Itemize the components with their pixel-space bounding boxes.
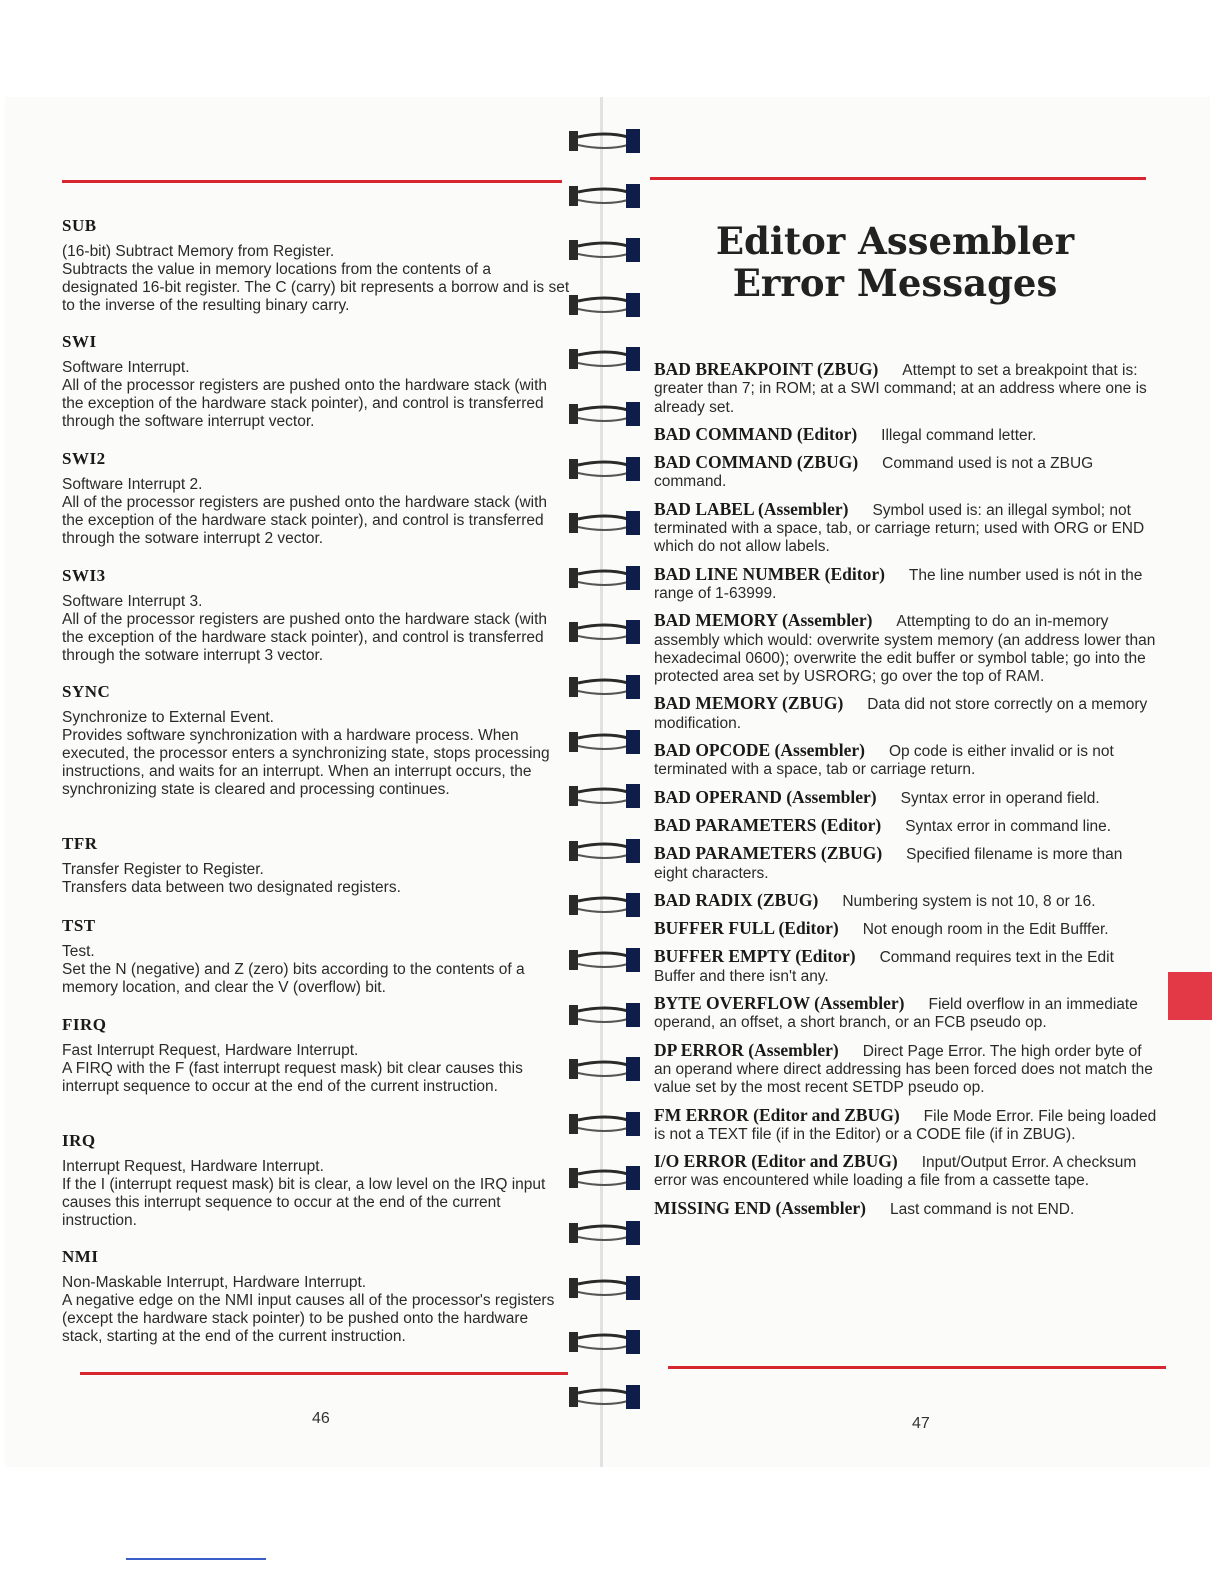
entry-subtitle: Synchronize to External Event. — [62, 709, 274, 726]
spiral-ring — [568, 507, 646, 537]
error-text: Command used is not a ZBUG command. — [654, 455, 1094, 491]
spiral-ring — [568, 889, 646, 919]
right-bottom-rule — [668, 1366, 1166, 1369]
entry-description: A negative edge on the NMI input causes all of the processor's registers (except the hardware stack pointer) to be pushed onto the hardware stack, starting at the end of the current instruction. — [62, 1292, 555, 1345]
spiral-binding — [560, 97, 660, 1467]
error-text: Numbering system is not 10, 8 or 16. — [842, 892, 1096, 910]
error-entry — [654, 891, 1159, 911]
title-line-2: Error Messages — [732, 261, 1058, 305]
spiral-ring — [568, 289, 646, 319]
error-name: BAD RADIX (ZBUG) — [654, 889, 819, 910]
entry-subtitle: Interrupt Request, Hardware Interrupt. — [62, 1158, 324, 1175]
error-name: BAD OPCODE (Assembler) — [654, 740, 865, 761]
error-name: BAD PARAMETERS (ZBUG) — [654, 843, 883, 864]
error-entry — [654, 1041, 1159, 1098]
mnemonic: SWI — [62, 332, 97, 351]
spiral-ring — [568, 1272, 646, 1302]
entry-firq — [62, 1014, 570, 1096]
error-name: BAD COMMAND (ZBUG) — [654, 452, 859, 473]
error-entry — [654, 741, 1159, 780]
spiral-ring — [568, 234, 646, 264]
error-text: Syntax error in operand field. — [900, 789, 1100, 807]
title-line-1: Editor Assembler — [715, 219, 1075, 263]
spiral-ring — [568, 562, 646, 592]
mnemonic: NMI — [62, 1247, 99, 1266]
error-name: BAD PARAMETERS (Editor) — [654, 814, 882, 835]
error-entry — [654, 844, 1159, 883]
error-name: DP ERROR (Assembler) — [654, 1039, 839, 1060]
entry-swi — [62, 331, 570, 431]
mnemonic: TST — [62, 916, 96, 935]
error-text: Syntax error in command line. — [905, 817, 1112, 835]
mnemonic: TFR — [62, 834, 98, 853]
page-title — [650, 220, 1140, 304]
entry-subtitle: Transfer Register to Register. — [62, 861, 264, 878]
spiral-ring — [568, 616, 646, 646]
entry-subtitle: Software Interrupt. — [62, 359, 190, 376]
entry-description: If the I (interrupt request mask) bit is clear, a low level on the IRQ input causes this interrupt sequence to occur at the end of the current instruction. — [62, 1176, 546, 1229]
error-name: BAD BREAKPOINT (ZBUG) — [654, 359, 879, 379]
spiral-ring — [568, 944, 646, 974]
entry-sub — [62, 215, 570, 315]
error-message-list — [654, 360, 1159, 1227]
error-entry — [654, 611, 1159, 686]
error-name: BAD LINE NUMBER (Editor) — [654, 563, 885, 584]
error-entry — [654, 425, 1159, 445]
spiral-ring — [568, 835, 646, 865]
error-text: Command requires text in the Edit Buffer and there isn't any. — [654, 949, 1114, 985]
error-name: FM ERROR (Editor and ZBUG) — [654, 1104, 900, 1125]
error-text: Symbol used is: an illegal symbol; not terminated with a space, tab, or carriage return; used with ORG or END which do not allow labels. — [654, 501, 1145, 556]
error-name: BUFFER EMPTY (Editor) — [654, 946, 856, 967]
error-text: Data did not store correctly on a memory modification. — [654, 696, 1148, 732]
error-text: Op code is either invalid or is not terminated with a space, tab or carriage return. — [654, 743, 1114, 779]
error-entry — [654, 994, 1159, 1033]
mnemonic: SWI2 — [62, 449, 106, 468]
spiral-ring — [568, 1326, 646, 1356]
entry-subtitle: Software Interrupt 3. — [62, 593, 203, 610]
mnemonic: FIRQ — [62, 1015, 107, 1034]
entry-subtitle: Software Interrupt 2. — [62, 476, 203, 493]
error-name: BAD MEMORY (ZBUG) — [654, 693, 844, 714]
mnemonic: SYNC — [62, 682, 111, 701]
error-text: Not enough room in the Edit Bufffer. — [862, 921, 1109, 939]
entry-swi2 — [62, 448, 570, 548]
spiral-ring — [568, 1381, 646, 1411]
entry-description: Transfers data between two designated registers. — [62, 879, 401, 896]
error-entry — [654, 1199, 1159, 1219]
entry-subtitle: Fast Interrupt Request, Hardware Interrupt. — [62, 1042, 359, 1059]
entry-subtitle: Test. — [62, 943, 95, 960]
error-text: Last command is not END. — [889, 1200, 1075, 1218]
error-name: MISSING END (Assembler) — [654, 1197, 866, 1218]
error-text: Attempting to do an in-memory assembly which would: overwrite system memory (an address lower than hexadecimal 0600); overwrite the edit buffer or symbol table; go into the protected area set by USRORG; go over the top of RAM. — [654, 613, 1156, 686]
error-text: Specified filename is more than eight characters. — [654, 846, 1123, 882]
error-entry — [654, 565, 1159, 604]
entry-subtitle: (16-bit) Subtract Memory from Register. — [62, 243, 335, 260]
mnemonic: SUB — [62, 216, 97, 235]
error-text: File Mode Error. File being loaded is not a TEXT file (if in the Editor) or a CODE file (if in ZBUG). — [654, 1107, 1157, 1143]
spiral-ring — [568, 726, 646, 756]
error-name: BYTE OVERFLOW (Assembler) — [654, 993, 905, 1014]
footer-link-line — [126, 1558, 266, 1560]
spiral-ring — [568, 1162, 646, 1192]
entry-tst — [62, 915, 570, 997]
entry-description: A FIRQ with the F (fast interrupt request mask) bit clear causes this interrupt sequence to occur at the end of the current instruction. — [62, 1060, 523, 1095]
spiral-ring — [568, 180, 646, 210]
error-entry — [654, 500, 1159, 557]
error-entry — [654, 816, 1159, 836]
error-entry — [654, 1106, 1159, 1145]
spiral-ring — [568, 1108, 646, 1138]
entry-tfr — [62, 833, 570, 897]
entry-description: All of the processor registers are pushed onto the hardware stack (with the exception of the hardware stack pointer), and control is transferred through the software interrupt vector. — [62, 377, 548, 430]
entry-swi3 — [62, 565, 570, 665]
spiral-ring — [568, 398, 646, 428]
entry-irq — [62, 1130, 570, 1230]
error-name: BAD OPERAND (Assembler) — [654, 786, 877, 807]
error-entry — [654, 919, 1159, 939]
error-text: Attempt to set a breakpoint that is: greater than 7; in ROM; at a SWI command; at an address where one is already set. — [654, 362, 1147, 416]
error-entry — [654, 694, 1159, 733]
error-entry — [654, 360, 1159, 417]
error-name: I/O ERROR (Editor and ZBUG) — [654, 1151, 898, 1172]
spiral-ring — [568, 1217, 646, 1247]
page-number-left: 46 — [312, 1410, 330, 1427]
entry-description: All of the processor registers are pushed onto the hardware stack (with the exception of the hardware stack pointer), and control is transferred through the sotware interrupt 2 vector. — [62, 494, 548, 547]
left-bottom-rule — [80, 1372, 568, 1375]
spiral-ring — [568, 343, 646, 373]
spiral-ring — [568, 999, 646, 1029]
error-entry — [654, 947, 1159, 986]
error-name: BAD MEMORY (Assembler) — [654, 610, 873, 631]
left-top-rule — [62, 180, 562, 183]
error-entry — [654, 1152, 1159, 1191]
error-name: BUFFER FULL (Editor) — [654, 918, 839, 939]
mnemonic: SWI3 — [62, 566, 106, 585]
spiral-ring — [568, 780, 646, 810]
entry-description: Provides software synchronization with a hardware process. When executed, the processor enters a synchronizing state, stops processing instructions, and waits for an interrupt. When an interrupt occurs, the synchronizing state is cleared and processing continues. — [62, 727, 550, 798]
entry-sync — [62, 681, 570, 799]
error-text: Input/Output Error. A checksum error was encountered while loading a file from a cassette tape. — [654, 1154, 1137, 1190]
error-name: BAD COMMAND (Editor) — [654, 423, 858, 444]
error-name: BAD LABEL (Assembler) — [654, 498, 849, 519]
error-text: The line number used is nót in the range of 1-63999. — [654, 566, 1143, 602]
mnemonic: IRQ — [62, 1131, 96, 1150]
error-entry — [654, 788, 1159, 808]
entry-description: Set the N (negative) and Z (zero) bits according to the contents of a memory location, and clear the V (overflow) bit. — [62, 961, 525, 996]
spiral-ring — [568, 1053, 646, 1083]
error-text: Illegal command letter. — [881, 426, 1037, 444]
error-entry — [654, 453, 1159, 492]
entry-nmi — [62, 1246, 570, 1346]
error-text: Field overflow in an immediate operand, an offset, a short branch, or an FCB pseudo op. — [654, 996, 1138, 1032]
section-tab — [1168, 972, 1212, 1020]
spiral-ring — [568, 671, 646, 701]
spiral-ring — [568, 125, 646, 155]
page-number-right: 47 — [912, 1415, 930, 1432]
error-text: Direct Page Error. The high order byte of an operand where direct addressing has been forced does not match the value set by the most recent SETDP pseudo op. — [654, 1042, 1153, 1097]
entry-subtitle: Non-Maskable Interrupt, Hardware Interrupt. — [62, 1274, 367, 1291]
spiral-ring — [568, 453, 646, 483]
entry-description: All of the processor registers are pushed onto the hardware stack (with the exception of the hardware stack pointer), and control is transferred through the sotware interrupt 3 vector. — [62, 611, 548, 664]
entry-description: Subtracts the value in memory locations from the contents of a designated 16-bit register. The C (carry) bit represents a borrow and is set to the inverse of the resulting binary carry. — [62, 261, 570, 314]
right-top-rule — [650, 177, 1146, 180]
